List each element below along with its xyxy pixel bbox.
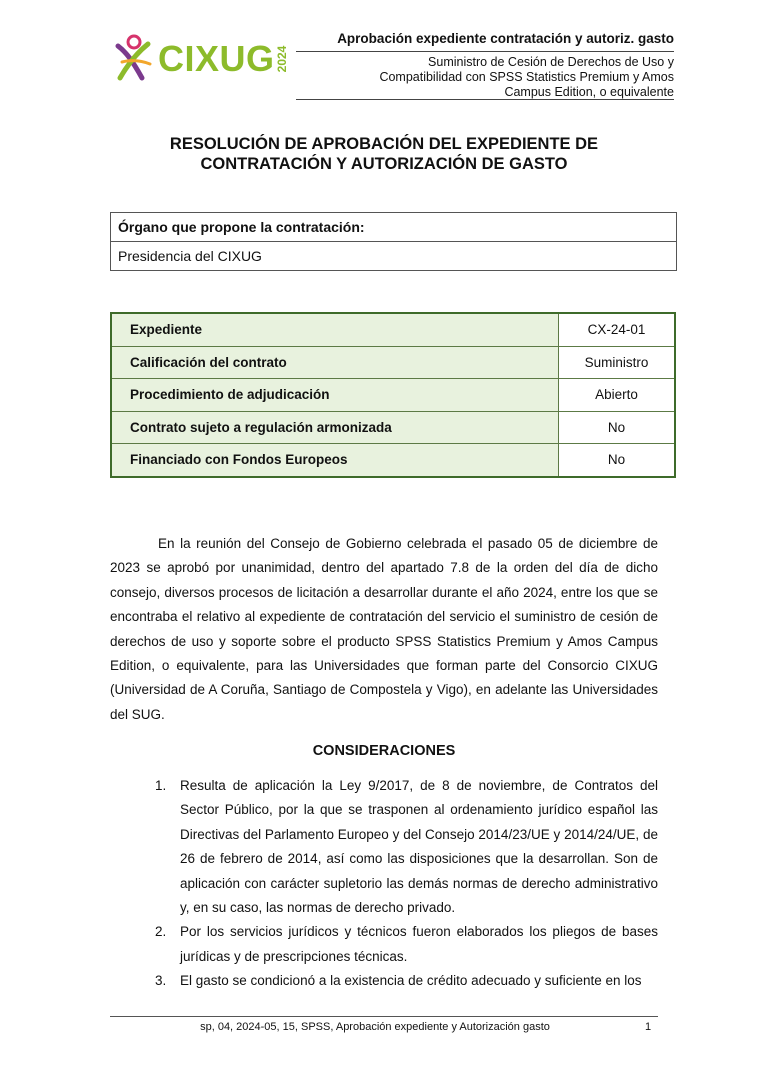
consideraciones-heading: CONSIDERACIONES [312,743,456,759]
table-value-cell: CX-24-01 [559,313,676,346]
table-value-cell: No [559,411,676,444]
page-number: 1 [645,1021,652,1033]
document-title-line: CONTRATACIÓN Y AUTORIZACIÓN DE GASTO [200,155,568,173]
organo-box [110,212,677,271]
header-bottom-divider [296,99,674,100]
table-row [111,444,675,477]
footer-divider [110,1016,658,1017]
body-paragraph: En la reunión del Consejo de Gobierno celebrada el pasado 05 de diciembre de 2023 se aprobó por unanimidad, dentro del apartado 7.8 de la orden del día de dicho consejo, diversos procesos de licitación a desarrollar durante el año 2024, entre los que se encontraba el relativo al expediente de contratación del servicio el suministro de cesión de derechos de uso y soporte sobre el producto SPSS Statistics Premium y Amos Campus Edition, o equivalente, para las Universidades que forman parte del Consorcio CIXUG (Universidad de A Coruña, Santiago de Compostela y Vigo), en adelante las Universidades del SUG. [110,536,658,722]
list-item [110,969,658,993]
list-item-number: 2. [155,924,167,940]
list-item [110,920,658,969]
header-subtitle-line: Compatibilidad con SPSS Statistics Premium y Amos [379,70,674,84]
list-item-number: 1. [155,778,167,793]
table-value-cell: No [559,444,676,477]
header-subtitle-line: Campus Edition, o equivalente [504,85,674,99]
list-item-text: Por los servicios jurídicos y técnicos fueron elaborados los pliegos de bases jurídicas y de prescripciones técnicas. [180,924,658,964]
list-item [110,774,658,920]
table-row [111,346,675,379]
table-label-cell: Procedimiento de adjudicación [111,379,559,412]
list-item-number: 3. [155,973,167,989]
footer-text: sp, 04, 2024-05, 15, SPSS, Aprobación expediente y Autorización gasto [200,1021,550,1033]
table-value-cell: Abierto [559,379,676,412]
organo-value: Presidencia del CIXUG [118,248,262,264]
header-subtitle-line: Suministro de Cesión de Derechos de Uso y [428,55,674,69]
table-label-cell: Contrato sujeto a regulación armonizada [111,411,559,444]
header-title: Aprobación expediente contratación y autoriz. gasto [337,31,674,46]
table-label-cell: Expediente [111,313,559,346]
table-row [111,313,675,346]
organo-label: Órgano que propone la contratación: [111,213,676,242]
consideraciones-list [110,774,658,994]
table-row [111,411,675,444]
logo-year: 2024 [275,45,289,73]
document-title-line: RESOLUCIÓN DE APROBACIÓN DEL EXPEDIENTE DE [169,135,599,153]
cixug-logo [112,34,297,84]
list-item-text: El gasto se condicionó a la existencia de crédito adecuado y suficiente en los [180,973,642,989]
list-item-text: Resulta de aplicación la Ley 9/2017, de 8 de noviembre, de Contratos del Sector Público, por la que se trasponen al ordenamiento jurídico español las Directivas del Parlamento Europeo y del Consejo 2014/23/UE y 2014/24/UE, de 26 de febrero de 2014, así como las disposiciones que la desarrollan. Son de aplicación con carácter supletorio las demás normas de derecho administrativo y, en su caso, las normas de derecho privado. [180,778,658,916]
table-label-cell: Financiado con Fondos Europeos [111,444,559,477]
expediente-table [110,312,676,478]
logo-wordmark: CIXUG [158,38,275,79]
table-label-cell: Calificación del contrato [111,346,559,379]
header-divider [296,51,674,52]
header-subtitle [344,55,674,100]
cixug-logo-mark-icon [112,34,156,84]
table-value-cell: Suministro [559,346,676,379]
document-title [110,134,658,174]
table-row [111,379,675,412]
